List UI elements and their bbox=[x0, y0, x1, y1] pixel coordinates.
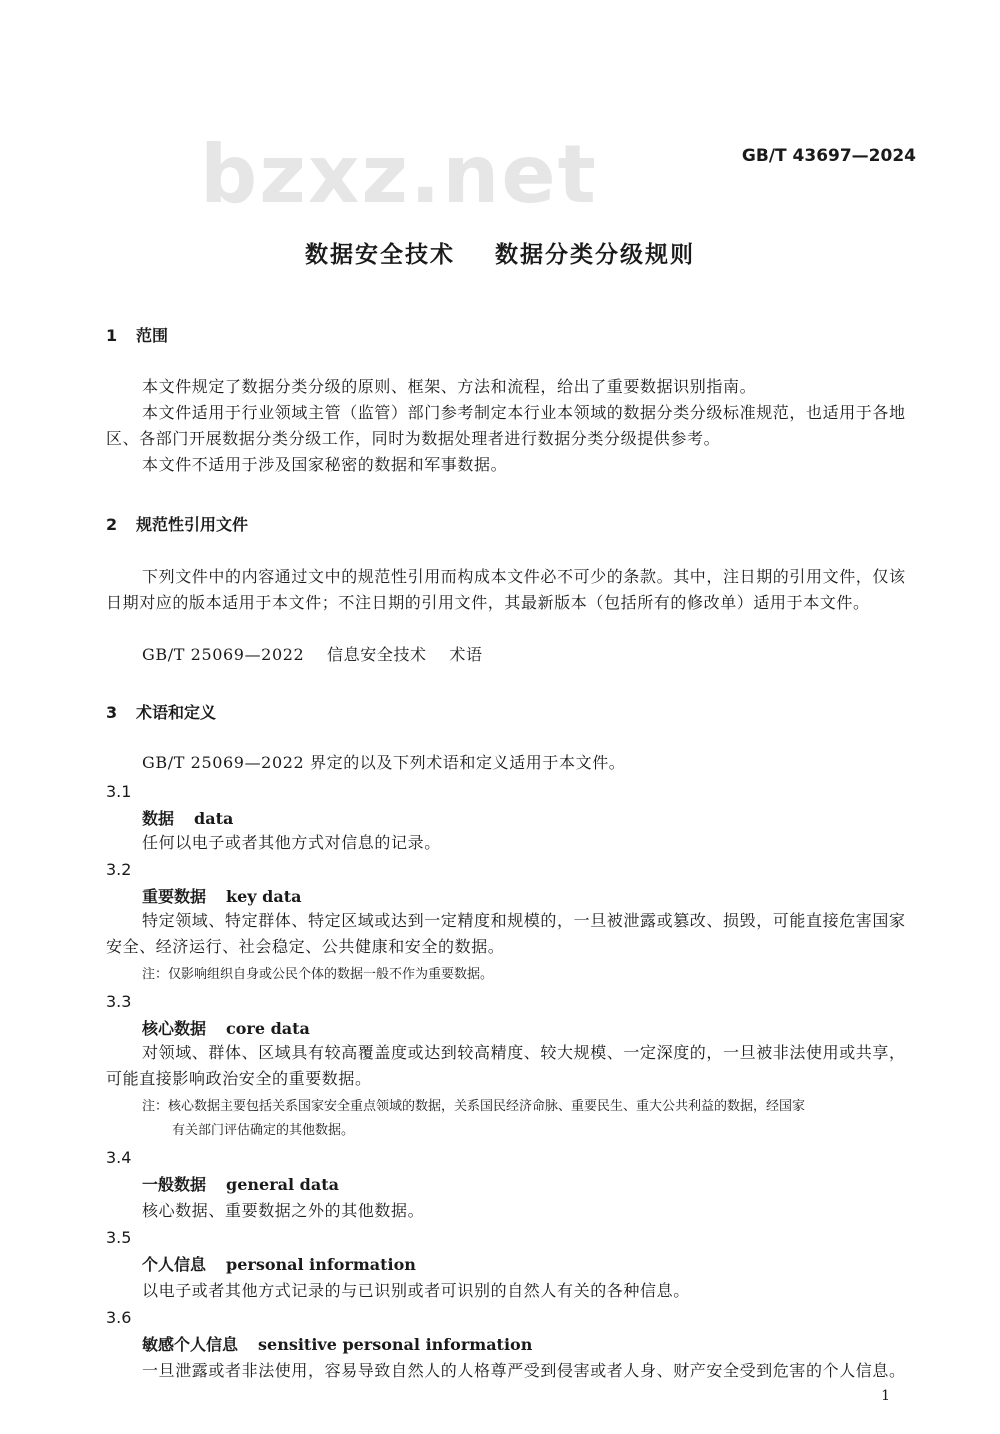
term-definition: 一旦泄露或者非法使用，容易导致自然人的人格尊严受到侵害或者人身、财产安全受到危害的个人信息。 bbox=[142, 1361, 906, 1380]
term bbox=[142, 1016, 310, 1039]
watermark: bzxz.net bbox=[200, 128, 598, 221]
term-definition: 特定领域、特定群体、特定区域或达到一定精度和规模的，一旦被泄露或篡改、损毁，可能直接危害国家安全、经济运行、社会稳定、公共健康和安全的数据。 bbox=[106, 911, 906, 956]
term-en: personal information bbox=[226, 1255, 416, 1274]
section-number: 3 bbox=[106, 703, 118, 722]
term-definition: 以电子或者其他方式记录的与已识别或者可识别的自然人有关的各种信息。 bbox=[142, 1281, 690, 1300]
section-number: 1 bbox=[106, 326, 118, 345]
section-title: 规范性引用文件 bbox=[136, 515, 249, 534]
term bbox=[142, 884, 301, 907]
term-definition: 任何以电子或者其他方式对信息的记录。 bbox=[142, 833, 441, 852]
page-number: 1 bbox=[881, 1388, 890, 1404]
term-en: key data bbox=[226, 887, 302, 906]
clause-number: 3.3 bbox=[106, 992, 132, 1011]
paragraph: 下列文件中的内容通过文中的规范性引用而构成本文件必不可少的条款。其中，注日期的引用文件，仅该日期对应的版本适用于本文件；不注日期的引用文件，其最新版本（包括所有的修改单）适用于本文件。 bbox=[106, 567, 906, 612]
clause-number: 3.6 bbox=[106, 1308, 132, 1327]
term-en: data bbox=[194, 809, 234, 828]
term-cn: 数据 bbox=[142, 809, 175, 828]
paragraph: 本文件规定了数据分类分级的原则、框架、方法和流程，给出了重要数据识别指南。 bbox=[142, 377, 757, 396]
term-cn: 个人信息 bbox=[142, 1255, 207, 1274]
term bbox=[142, 1332, 532, 1355]
note: 注：仅影响组织自身或公民个体的数据一般不作为重要数据。 bbox=[142, 967, 494, 982]
clause-number: 3.5 bbox=[106, 1228, 132, 1247]
term-cn: 敏感个人信息 bbox=[142, 1335, 239, 1354]
note-text: 有关部门评估确定的其他数据。 bbox=[172, 1123, 355, 1138]
note: 注：核心数据主要包括关系国家安全重点领域的数据，关系国民经济命脉、重要民生、重大公共利益的数据，经国家 bbox=[142, 1099, 806, 1114]
term bbox=[142, 1172, 339, 1195]
term bbox=[142, 806, 233, 829]
section-number: 2 bbox=[106, 515, 118, 534]
term-cn: 一般数据 bbox=[142, 1175, 207, 1194]
paragraph: 本文件适用于行业领域主管（监管）部门参考制定本行业本领域的数据分类分级标准规范，也适用于各地区、各部门开展数据分类分级工作，同时为数据处理者进行数据分类分级提供参考。 bbox=[106, 403, 906, 448]
paragraph: GB/T 25069—2022 界定的以及下列术语和定义适用于本文件。 bbox=[142, 753, 626, 772]
clause-number: 3.4 bbox=[106, 1148, 132, 1167]
section-title: 术语和定义 bbox=[136, 703, 217, 722]
term-en: core data bbox=[226, 1019, 310, 1038]
document-title: 数据安全技术 数据分类分级规则 bbox=[304, 242, 696, 268]
clause-number: 3.1 bbox=[106, 782, 132, 801]
note-continuation bbox=[142, 1120, 928, 1142]
clause-number: 3.2 bbox=[106, 860, 132, 879]
section-1-heading bbox=[106, 323, 168, 346]
section-2-heading bbox=[106, 512, 248, 535]
term-en: general data bbox=[226, 1175, 339, 1194]
term bbox=[142, 1252, 416, 1275]
term-definition: 对领域、群体、区域具有较高覆盖度或达到较高精度、较大规模、一定深度的，一旦被非法使用或共享，可能直接影响政治安全的重要数据。 bbox=[106, 1043, 906, 1088]
section-3-heading bbox=[106, 700, 216, 723]
term-cn: 重要数据 bbox=[142, 887, 207, 906]
term-cn: 核心数据 bbox=[142, 1019, 207, 1038]
normative-reference: GB/T 25069—2022 信息安全技术 术语 bbox=[142, 645, 483, 664]
term-en: sensitive personal information bbox=[258, 1335, 533, 1354]
section-title: 范围 bbox=[136, 326, 169, 345]
term-definition: 核心数据、重要数据之外的其他数据。 bbox=[142, 1201, 425, 1220]
paragraph: 本文件不适用于涉及国家秘密的数据和军事数据。 bbox=[142, 455, 508, 474]
standard-id: GB/T 43697—2024 bbox=[741, 146, 916, 166]
